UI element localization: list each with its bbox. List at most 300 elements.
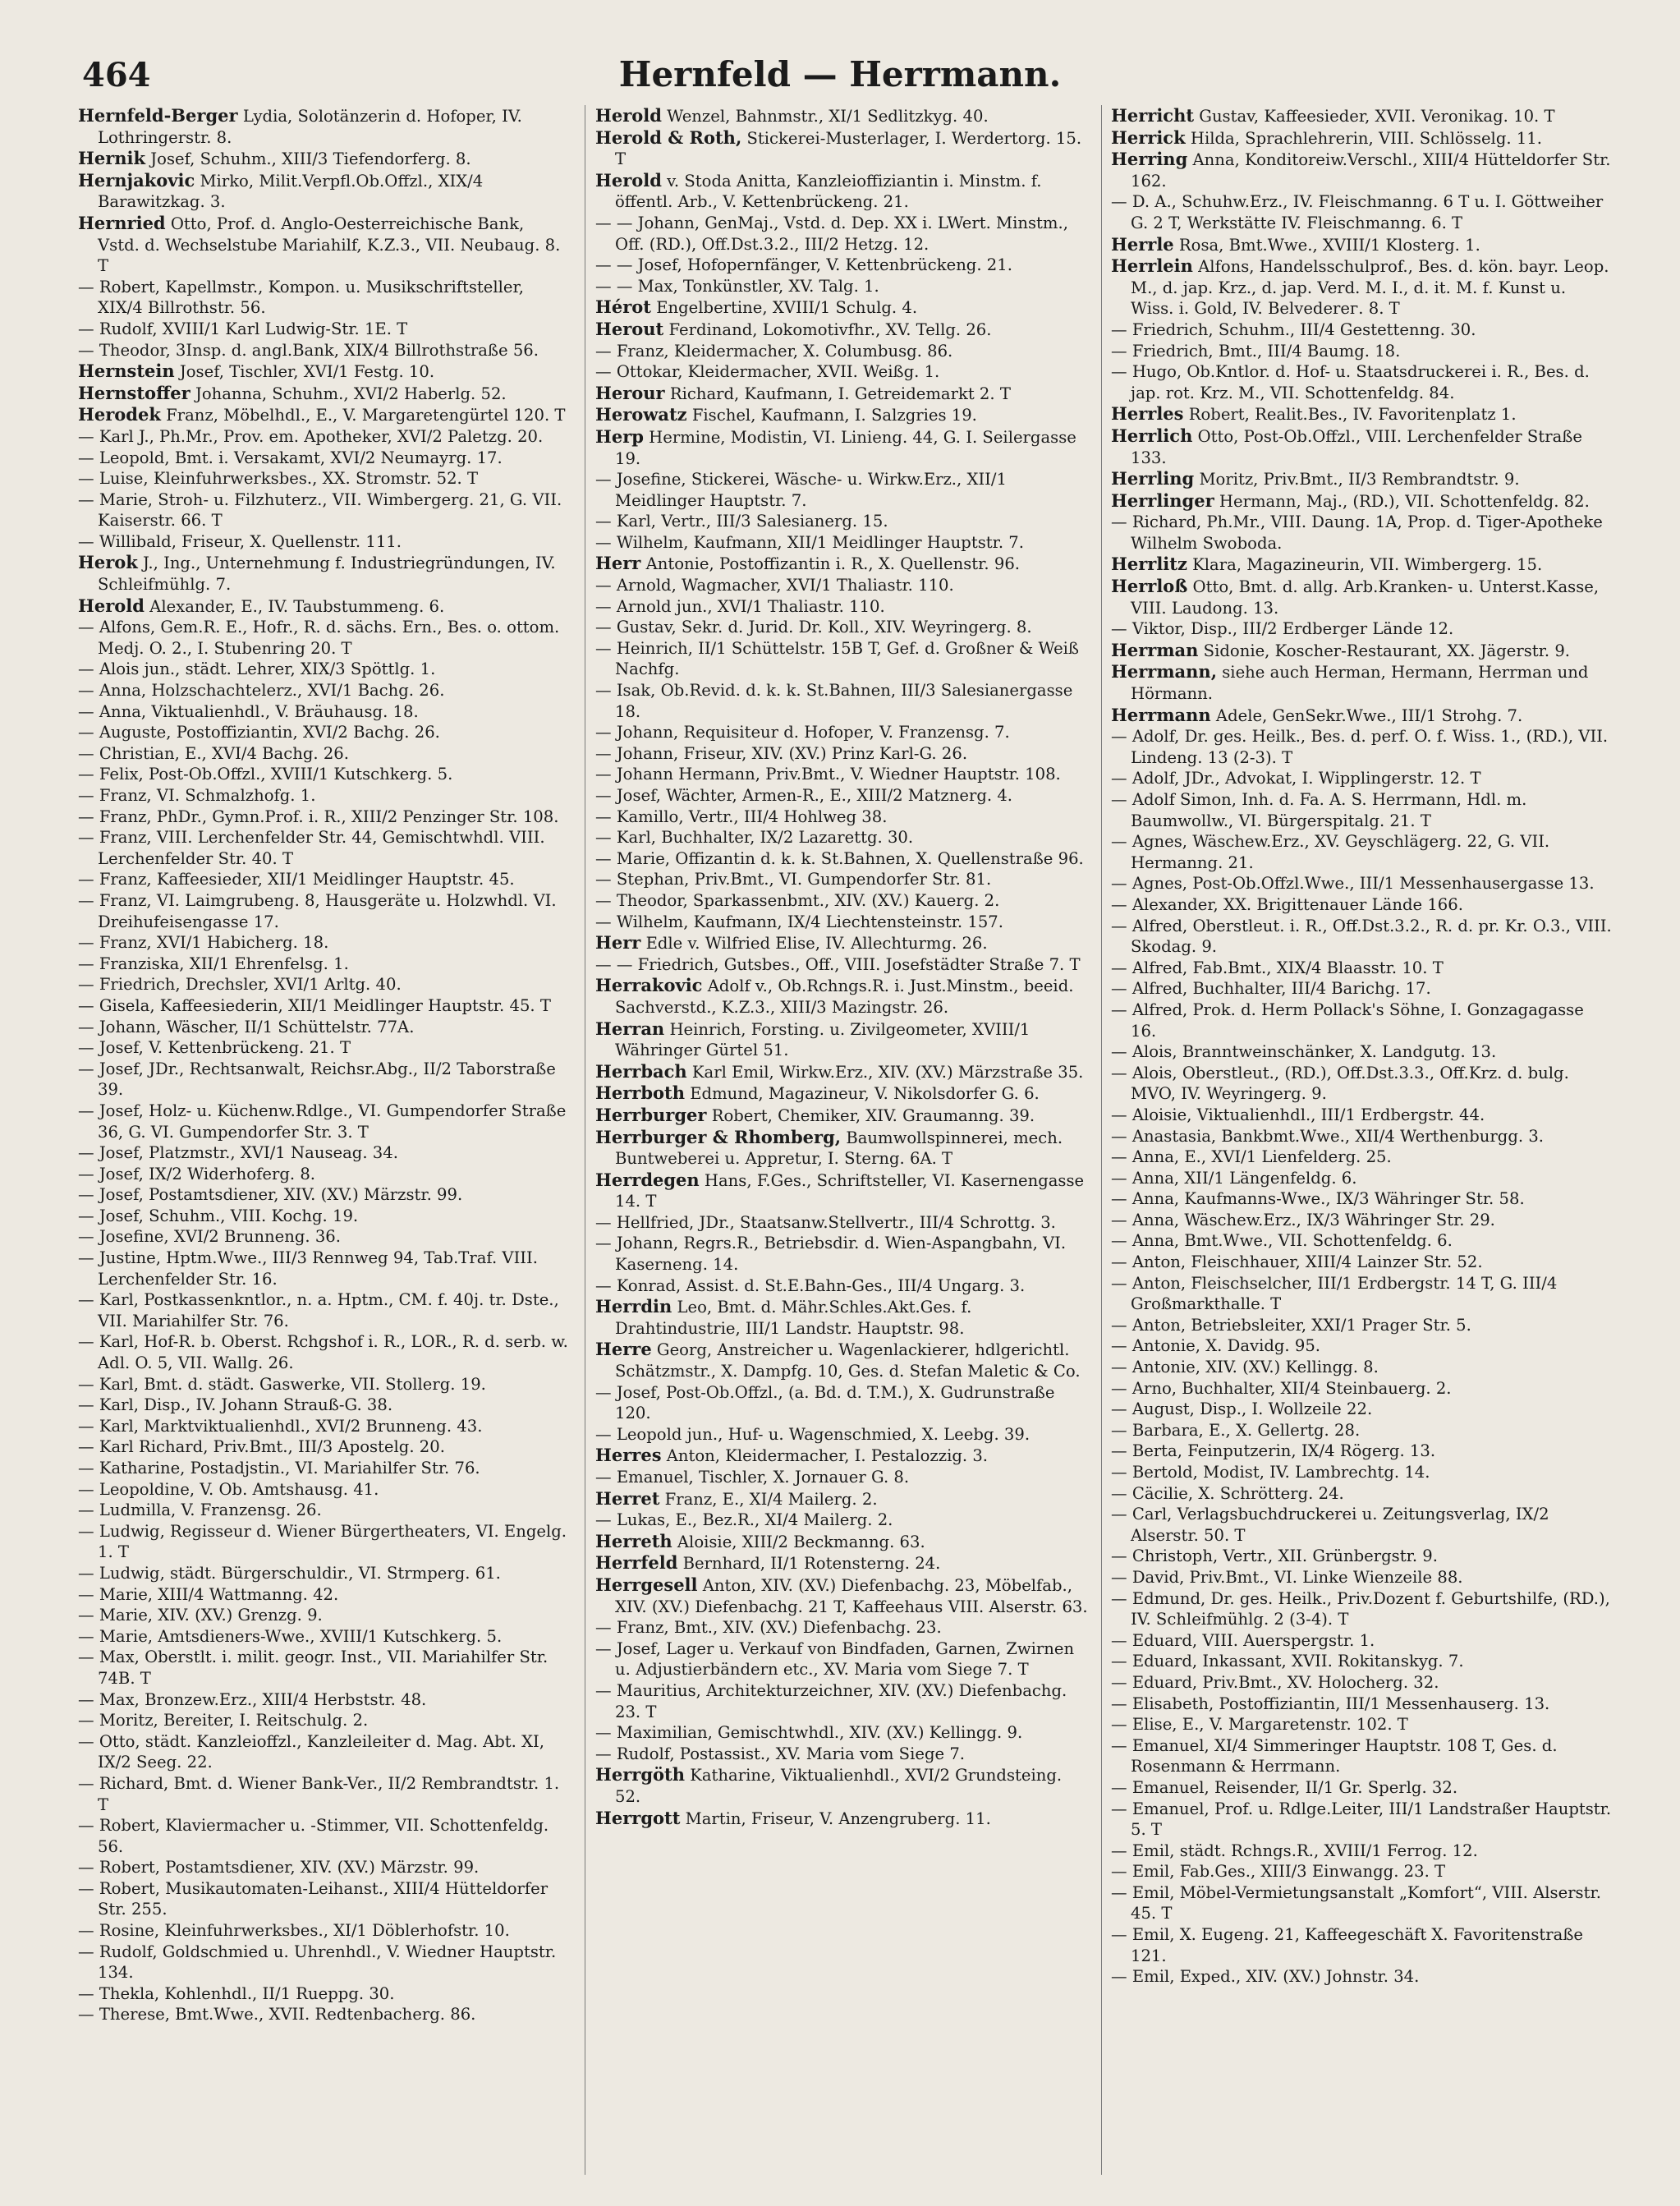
directory-entry [595, 1552, 1088, 1574]
entry-details: — Josef, JDr., Rechtsanwalt, Reichsr.Abg., II/2 Taborstraße 39. [78, 1059, 556, 1100]
directory-entry [595, 596, 1088, 618]
entry-details: — Emanuel, XI/4 Simmeringer Hauptstr. 108 T, Ges. d. Rosenmann & Herrmann. [1111, 1735, 1558, 1776]
entry-surname: Herrlich [1111, 425, 1193, 446]
entry-surname: Hernstoffer [78, 382, 190, 403]
directory-entry [1111, 1399, 1613, 1420]
entry-details: — Isak, Ob.Revid. d. k. k. St.Bahnen, III/3 Salesianergasse 18. [595, 681, 1073, 721]
entry-details: — — Max, Tonkünstler, XV. Talg. 1. [595, 276, 879, 296]
entry-details: — Josef, Schuhm., VIII. Kochg. 19. [78, 1206, 359, 1225]
entry-details: — Karl Richard, Priv.Bmt., III/3 Apostelg. 20. [78, 1437, 445, 1457]
entry-details: — Agnes, Post-Ob.Offzl.Wwe., III/1 Messenhausergasse 13. [1111, 874, 1595, 894]
directory-entry [595, 617, 1088, 638]
entry-details: — Franz, VIII. Lerchenfelder Str. 44, Gemischtwhdl. VIII. Lerchenfelder Str. 40. T [78, 828, 545, 868]
entry-details: — Leopold jun., Huf- u. Wagenschmied, X. Leebg. 39. [595, 1424, 1030, 1444]
directory-entry [595, 1212, 1088, 1234]
entry-details: — — Friedrich, Gutsbes., Off., VIII. Josefstädter Straße 7. T [595, 954, 1081, 974]
directory-entry [78, 1689, 571, 1711]
entry-details: — Johann, Requisiteur d. Hofoper, V. Franzensg. 7. [595, 723, 1010, 742]
entry-details: — Arnold jun., XVI/1 Thaliastr. 110. [595, 596, 885, 616]
entry-surname: Herrburger & Rhomberg, [595, 1126, 842, 1147]
entry-surname: Herrdin [595, 1296, 672, 1317]
entry-details: — Barbara, E., X. Gellertg. 28. [1111, 1420, 1361, 1440]
directory-entry [78, 105, 571, 148]
entry-details: — Marie, Stroh- u. Filzhuterz., VII. Wimbergerg. 21, G. VII. Kaiserstr. 66. T [78, 489, 562, 531]
entry-details: — Emil, städt. Rchngs.R., XVIII/1 Ferrog. 12. [1111, 1841, 1478, 1860]
entry-surname: Herrakovic [595, 975, 703, 996]
entry-details: siehe auch Herman, Hermann, Herrman und Hörmann. [1131, 663, 1589, 704]
directory-entry [595, 105, 1088, 127]
entry-details: Franz, Möbelhdl., E., V. Margaretengürtel 120. T [160, 406, 566, 425]
directory-entry [78, 1059, 571, 1101]
directory-entry [78, 1626, 571, 1648]
entry-details: — Alfred, Buchhalter, III/4 Barichg. 17. [1111, 979, 1431, 999]
directory-entry [1111, 1966, 1613, 1988]
directory-entry [595, 807, 1088, 828]
entry-details: — Franz, Kaffeesieder, XII/1 Meidlinger Hauptstr. 45. [78, 870, 515, 889]
entry-details: Robert, Chemiker, XIV. Graumanng. 39. [706, 1105, 1035, 1125]
entry-surname: Herricht [1111, 105, 1195, 126]
directory-entry [1111, 1462, 1613, 1483]
entry-details: — Josef, Lager u. Verkauf von Bindfaden, Garnen, Zwirnen u. Adjustierbändern etc., XV. Maria vom Siege 7. T [595, 1638, 1075, 1680]
directory-entry [1111, 1546, 1613, 1567]
entry-details: — Marie, Offizantin d. k. k. St.Bahnen, X. Quellenstraße 96. [595, 848, 1084, 868]
directory-entry [595, 1018, 1088, 1061]
entry-surname: Herrfeld [595, 1552, 678, 1574]
directory-entry [595, 1382, 1088, 1424]
directory-entry [595, 932, 1088, 954]
directory-entry [78, 1584, 571, 1606]
directory-entry [78, 340, 571, 361]
entry-details: — Franz, VI. Schmalzhofg. 1. [78, 786, 316, 805]
directory-entry [78, 1920, 571, 1942]
directory-entry [78, 1773, 571, 1815]
directory-column-1 [78, 105, 571, 2175]
entry-details: — Karl, Hof-R. b. Oberst. Rchgshof i. R., LOR., R. d. serb. w. Adl. O. 5, VII. Wallg. 26. [78, 1332, 568, 1373]
entry-details: Ferdinand, Lokomotivfhr., XV. Tellg. 26. [663, 319, 992, 339]
directory-entry [1111, 490, 1613, 512]
entry-details: — Marie, Amtsdieners-Wwe., XVIII/1 Kutschkerg. 5. [78, 1626, 503, 1646]
entry-details: — Leopoldine, V. Ob. Amtshausg. 41. [78, 1479, 379, 1499]
directory-entry [595, 1061, 1088, 1083]
entry-details: — Viktor, Disp., III/2 Erdberger Lände 12. [1111, 619, 1454, 639]
entry-details: — Friedrich, Schuhm., III/4 Gestettenng. 30. [1111, 319, 1476, 339]
directory-entry [1111, 1694, 1613, 1715]
directory-entry [595, 827, 1088, 848]
entry-details: — Gustav, Sekr. d. Jurid. Dr. Koll., XIV. Weyringerg. 8. [595, 618, 1032, 637]
directory-entry [595, 469, 1088, 511]
entry-details: — Lukas, E., Bez.R., XI/4 Mailerg. 2. [595, 1510, 893, 1530]
entry-details: — Christian, E., XVI/4 Bachg. 26. [78, 743, 349, 763]
entry-details: — Anna, Wäschew.Erz., IX/3 Währinger Str. 29. [1111, 1210, 1495, 1229]
entry-details: — Adolf, Dr. ges. Heilk., Bes. d. perf. O. f. Wiss. 1., (RD.), VII. Lindeng. 13 (2-3). T [1111, 727, 1609, 767]
directory-entry [78, 1479, 571, 1501]
directory-entry [1111, 916, 1613, 958]
directory-entry [78, 468, 571, 489]
entry-details: Leo, Bmt. d. Mähr.Schles.Akt.Ges. f. Drahtindustrie, III/1 Landstr. Hauptstr. 98. [615, 1298, 972, 1338]
entry-details: Rosa, Bmt.Wwe., XVIII/1 Klosterg. 1. [1173, 235, 1480, 255]
directory-entry [78, 1164, 571, 1185]
directory-entry [595, 1680, 1088, 1722]
entry-details: — Leopold, Bmt. i. Versakamt, XVI/2 Neumayrg. 17. [78, 448, 503, 467]
directory-entry [78, 2004, 571, 2025]
entry-details: — Anna, XII/1 Längenfeldg. 6. [1111, 1168, 1357, 1188]
entry-details: — Richard, Bmt. d. Wiener Bank-Ver., II/2 Rembrandtstr. 1. T [78, 1773, 560, 1814]
directory-entry [595, 404, 1088, 426]
directory-entry [78, 659, 571, 680]
entry-surname: Herrles [1111, 403, 1184, 425]
entry-details: — Bertold, Modist, IV. Lambrechtg. 14. [1111, 1463, 1430, 1482]
entry-surname: Hernjakovic [78, 169, 195, 191]
directory-entry [1111, 640, 1613, 662]
entry-details: Otto, Post-Ob.Offzl., VIII. Lerchenfelder Straße 133. [1131, 426, 1582, 467]
entry-surname: Herold [595, 105, 662, 126]
entry-details: — Robert, Klaviermacher u. -Stimmer, VII. Schottenfeldg. 56. [78, 1816, 549, 1856]
directory-entry [78, 1206, 571, 1227]
entry-details: — Hellfried, JDr., Staatsanw.Stellvertr., III/4 Schrottg. 3. [595, 1212, 1056, 1232]
entry-surname: Herrgöth [595, 1764, 685, 1785]
entry-details: Hans, F.Ges., Schriftsteller, VI. Kasernengasse 14. T [615, 1170, 1085, 1211]
entry-details: Anton, Kleidermacher, I. Pestalozzig. 3. [661, 1446, 989, 1466]
entry-details: Adolf v., Ob.Rchngs.R. i. Just.Minstm., beeid. Sachverstd., K.Z.3., XIII/3 Mazingstr. 26. [615, 977, 1074, 1017]
directory-entry [1111, 403, 1613, 425]
directory-entry [78, 932, 571, 954]
directory-entry [1111, 1210, 1613, 1231]
entry-details: — Max, Oberstlt. i. milit. geogr. Inst., VII. Mariahilfer Str. 74B. T [78, 1648, 549, 1688]
entry-surname: Hernried [78, 212, 166, 233]
entry-surname: Herran [595, 1018, 665, 1039]
directory-entry [1111, 361, 1613, 403]
entry-details: — Moritz, Bereiter, I. Reitschulg. 2. [78, 1711, 369, 1730]
entry-details: — Adolf Simon, Inh. d. Fa. A. S. Herrmann, Hdl. m. Baumwollw., VI. Bürgerspitalg. 21. T [1111, 790, 1527, 830]
directory-entry [595, 361, 1088, 383]
entry-details: — David, Priv.Bmt., VI. Linke Wienzeile 88. [1111, 1567, 1463, 1587]
directory-entry [78, 1101, 571, 1142]
entry-details: — Karl, Vertr., III/3 Salesianerg. 15. [595, 512, 888, 531]
directory-entry [78, 1857, 571, 1878]
directory-entry [78, 404, 571, 426]
entry-details: — Alexander, XX. Brigittenauer Lände 166. [1111, 894, 1463, 914]
entry-details: Baumwollspinnerei, mech. Buntweberei u. Appretur, I. Sterng. 6A. T [615, 1128, 1063, 1169]
directory-entry [595, 319, 1088, 341]
directory-entry [595, 743, 1088, 765]
entry-details: — Johann, Regrs.R., Betriebsdir. d. Wien-Aspangbahn, VI. Kaserneng. 14. [595, 1234, 1067, 1275]
entry-details: — Karl, Marktviktualienhdl., XVI/2 Brunneng. 43. [78, 1416, 483, 1436]
directory-entry [595, 1445, 1088, 1467]
directory-entry [1111, 1841, 1613, 1862]
entry-details: Edmund, Magazineur, V. Nikolsdorfer G. 6. [685, 1084, 1040, 1104]
directory-entry [595, 341, 1088, 362]
entry-details: — Alfred, Fab.Bmt., XIX/4 Blaasstr. 10. T [1111, 958, 1444, 977]
entry-details: — Justine, Hptm.Wwe., III/3 Rennweg 94, Tab.Traf. VIII. Lerchenfelder Str. 16. [78, 1248, 539, 1289]
entry-details: — Johann, Friseur, XIV. (XV.) Prinz Karl-G. 26. [595, 743, 968, 763]
directory-entry [1111, 1567, 1613, 1588]
directory-entry [78, 213, 571, 277]
entry-details: Fischel, Kaufmann, I. Salzgries 19. [686, 406, 977, 425]
entry-details: — Anna, Bmt.Wwe., VII. Schottenfeldg. 6. [1111, 1231, 1453, 1251]
entry-surname: Herrmann [1111, 704, 1211, 725]
directory-entry [1111, 1188, 1613, 1210]
directory-column-3 [1111, 105, 1613, 2175]
directory-entry [78, 595, 571, 618]
entry-details: — Otto, städt. Kanzleioffzl., Kanzleileiter d. Mag. Abt. XI, IX/2 Seeg. 22. [78, 1731, 545, 1772]
entry-details: — Max, Bronzew.Erz., XIII/4 Herbststr. 48. [78, 1689, 427, 1709]
directory-entry [595, 848, 1088, 870]
directory-entry [595, 890, 1088, 912]
directory-entry [595, 638, 1088, 680]
entry-details: Anna, Konditoreiw.Verschl., XIII/4 Hütteldorfer Str. 162. [1131, 150, 1611, 191]
entry-surname: Herrloß [1111, 576, 1188, 597]
entry-details: — Wilhelm, Kaufmann, XII/1 Meidlinger Hauptstr. 7. [595, 532, 1024, 552]
entry-details: — Alfred, Prok. d. Herm Pollack's Söhne, I. Gonzagagasse 16. [1111, 1000, 1584, 1041]
entry-details: — Antonie, X. Davidg. 95. [1111, 1336, 1321, 1356]
directory-column-2 [595, 105, 1088, 2175]
entry-details: — Katharine, Postadjstin., VI. Mariahilfer Str. 76. [78, 1459, 480, 1478]
directory-entry [1111, 1735, 1613, 1777]
directory-entry [1111, 554, 1613, 576]
directory-entry [595, 1170, 1088, 1212]
directory-entry [78, 1436, 571, 1458]
directory-entry [1111, 1630, 1613, 1652]
directory-entry [78, 617, 571, 659]
entry-details: Johanna, Schuhm., XVI/2 Haberlg. 52. [190, 384, 507, 403]
directory-entry [595, 764, 1088, 785]
entry-details: — Christoph, Vertr., XII. Grünbergstr. 9. [1111, 1546, 1438, 1566]
directory-entry [78, 1731, 571, 1773]
entry-surname: Hernfeld-Berger [78, 105, 238, 126]
entry-details: — Franz, Bmt., XIV. (XV.) Diefenbachg. 23. [595, 1618, 942, 1638]
entry-details: — Berta, Feinputzerin, IX/4 Rögerg. 13. [1111, 1441, 1436, 1461]
entry-details: — Mauritius, Architekturzeichner, XIV. (XV.) Diefenbachg. 23. T [595, 1680, 1067, 1721]
directory-entry [1111, 705, 1613, 727]
directory-entry [78, 743, 571, 765]
entry-details: — Karl, Postkassenkntlor., n. a. Hptm., CM. f. 40j. tr. Dste., VII. Mariahilfer Str. 76. [78, 1290, 559, 1330]
directory-entry [1111, 1315, 1613, 1336]
entry-surname: Herres [595, 1445, 662, 1466]
entry-details: — Johann Hermann, Priv.Bmt., V. Wiedner Hauptstr. 108. [595, 765, 1061, 784]
entry-details: Klara, Magazineurin, VII. Wimbergerg. 15. [1187, 555, 1543, 575]
directory-entry [78, 1878, 571, 1920]
directory-entry [595, 1488, 1088, 1510]
directory-entry [595, 912, 1088, 933]
entry-details: — Franz, Kleidermacher, X. Columbusg. 86. [595, 341, 953, 361]
entry-details: — Robert, Postamtsdiener, XIV. (XV.) Märzstr. 99. [78, 1858, 480, 1877]
entry-details: — Arnold, Wagmacher, XVI/1 Thaliastr. 110. [595, 576, 954, 595]
entry-details: Hilda, Sprachlehrerin, VIII. Schlösselg. 11. [1185, 128, 1542, 148]
directory-entry [595, 127, 1088, 170]
entry-details: Hermine, Modistin, VI. Linieng. 44, G. I. Seilergasse 19. [615, 427, 1076, 468]
directory-entry [78, 277, 571, 319]
directory-entry [1111, 1041, 1613, 1063]
entry-details: J., Ing., Unternehmung f. Industriegründungen, IV. Schleifmühlg. 7. [98, 554, 556, 595]
directory-entry [1111, 255, 1613, 319]
entry-details: Katharine, Viktualienhdl., XVI/2 Grundsteing. 52. [615, 1766, 1063, 1806]
directory-entry [595, 722, 1088, 743]
entry-details: Lydia, Solotänzerin d. Hofoper, IV. Lothringerstr. 8. [98, 107, 522, 147]
directory-entry [1111, 468, 1613, 490]
directory-entry [78, 764, 571, 785]
directory-entry [78, 680, 571, 701]
directory-entry [1111, 512, 1613, 554]
directory-entry [78, 1647, 571, 1689]
entry-details: — Alfons, Gem.R. E., Hofr., R. d. sächs. Ern., Bes. o. ottom. Medj. O. 2., I. Stubenring 20. T [78, 618, 560, 658]
entry-details: — Karl, Disp., IV. Johann Strauß-G. 38. [78, 1395, 393, 1415]
entry-details: — Kamillo, Vertr., III/4 Hohlweg 38. [595, 807, 888, 826]
entry-details: — Edmund, Dr. ges. Heilk., Priv.Dozent f. Geburtshilfe, (RD.), IV. Schleifmühlg. 2 (3-4). T [1111, 1588, 1610, 1629]
entry-details: — Emil, Fab.Ges., XIII/3 Einwangg. 23. T [1111, 1862, 1446, 1882]
directory-entry [595, 532, 1088, 554]
entry-details: — Anna, Kaufmanns-Wwe., IX/3 Währinger Str. 58. [1111, 1189, 1525, 1209]
entry-details: — Josefine, Stickerei, Wäsche- u. Wirkw.Erz., XII/1 Meidlinger Hauptstr. 7. [595, 470, 1007, 510]
column-divider [1101, 105, 1102, 2175]
entry-surname: Herrbach [595, 1060, 687, 1082]
directory-entry [595, 975, 1088, 1018]
directory-entry [595, 1764, 1088, 1807]
entry-details: — Anastasia, Bankbmt.Wwe., XII/4 Werthenburgg. 3. [1111, 1126, 1545, 1146]
directory-entry [78, 1942, 571, 1983]
entry-surname: Herrlein [1111, 255, 1193, 277]
entry-details: — Maximilian, Gemischtwhdl., XIV. (XV.) Kellingg. 9. [595, 1723, 1023, 1743]
entry-details: Otto, Prof. d. Anglo-Oesterreichische Bank, Vstd. d. Wechselstube Mariahilf, K.Z.3., VII. Neubaug. 8. T [98, 214, 561, 276]
directory-entry [1111, 873, 1613, 894]
directory-entry [1111, 768, 1613, 789]
entry-details: — Josef, IX/2 Widerhoferg. 8. [78, 1164, 316, 1183]
entry-details: — Josef, Holz- u. Küchenw.Rdlge., VI. Gumpendorfer Straße 36, G. VI. Gumpendorfer Str. 3. T [78, 1101, 567, 1142]
directory-entry [595, 255, 1088, 276]
directory-entry [595, 785, 1088, 807]
entry-details: — Anna, E., XVI/1 Lienfelderg. 25. [1111, 1147, 1392, 1167]
directory-entry [78, 1374, 571, 1395]
entry-details: Hermann, Maj., (RD.), VII. Schottenfeldg. 82. [1214, 491, 1590, 511]
directory-entry [1111, 726, 1613, 768]
directory-entry [78, 701, 571, 723]
directory-entry [78, 1710, 571, 1731]
directory-entry [595, 1617, 1088, 1638]
entry-details: Martin, Friseur, V. Anzengruberg. 11. [680, 1808, 991, 1828]
entry-details: Richard, Kaufmann, I. Getreidemarkt 2. T [664, 384, 1011, 403]
entry-details: — Rudolf, Postassist., XV. Maria vom Siege 7. [595, 1744, 966, 1763]
entry-details: — Franz, PhDr., Gymn.Prof. i. R., XIII/2 Penzinger Str. 108. [78, 807, 559, 826]
directory-entry [1111, 894, 1613, 916]
entry-details: — Anna, Viktualienhdl., V. Bräuhausg. 18. [78, 701, 419, 721]
entry-surname: Herret [595, 1487, 660, 1509]
entry-details: — Johann, Wäscher, II/1 Schüttelstr. 77A. [78, 1017, 415, 1036]
entry-details: — Heinrich, II/1 Schüttelstr. 15B T, Gef. d. Großner & Weiß Nachfg. [595, 638, 1080, 679]
directory-entry [78, 890, 571, 932]
directory-entry [1111, 661, 1613, 704]
entry-details: — Theodor, 3Insp. d. angl.Bank, XIX/4 Billrothstraße 56. [78, 340, 539, 360]
directory-entry [78, 807, 571, 828]
directory-entry [595, 213, 1088, 255]
entry-surname: Herr [595, 932, 641, 954]
entry-details: — Richard, Ph.Mr., VIII. Daung. 1A, Prop. d. Tiger-Apotheke Wilhelm Swoboda. [1111, 512, 1603, 553]
directory-entry [78, 1395, 571, 1416]
entry-details: Robert, Realit.Bes., IV. Favoritenplatz 1. [1183, 405, 1517, 425]
entry-details: — Antonie, XIV. (XV.) Kellingg. 8. [1111, 1358, 1379, 1377]
entry-details: Gustav, Kaffeesieder, XVII. Veronikag. 10. T [1194, 107, 1555, 126]
directory-entry [1111, 1126, 1613, 1147]
entry-details: Sidonie, Koscher-Restaurant, XX. Jägerstr. 9. [1198, 641, 1571, 660]
directory-entry [595, 1638, 1088, 1680]
directory-entry [595, 1082, 1088, 1105]
directory-entry [1111, 319, 1613, 341]
entry-surname: Herold [78, 595, 145, 616]
directory-entry [1111, 234, 1613, 256]
entry-details: — Robert, Musikautomaten-Leihanst., XIII/4 Hütteldorfer Str. 255. [78, 1878, 549, 1919]
entry-details: — Josef, Platzmstr., XVI/1 Nauseag. 34. [78, 1143, 398, 1163]
entry-details: — Emil, X. Eugeng. 21, Kaffeegeschäft X. Favoritenstraße 121. [1111, 1925, 1584, 1965]
directory-entry [1111, 1420, 1613, 1441]
entry-details: — Agnes, Wäschew.Erz., XV. Geyschlägerg. 22, G. VII. Hermanng. 21. [1111, 832, 1550, 872]
directory-entry [1111, 1000, 1613, 1041]
directory-entry [78, 1248, 571, 1289]
entry-details: Alfons, Handelsschulprof., Bes. d. kön. bayr. Leop. M., d. jap. Krz., d. jap. Verd. M. I., d. it. M. f. Kunst u. Wiss. i. Gold, IV. Belvederег. 8. T [1131, 257, 1609, 319]
entry-surname: Herrick [1111, 126, 1186, 148]
entry-details: — Elisabeth, Postoffiziantin, III/1 Messenhauserg. 13. [1111, 1694, 1550, 1713]
directory-entry [78, 531, 571, 553]
directory-entry [1111, 1335, 1613, 1357]
entry-details: Aloisie, XIII/2 Beckmanng. 63. [672, 1532, 925, 1551]
entry-details: — Adolf, JDr., Advokat, I. Wipplingerstr. 12. T [1111, 769, 1481, 788]
entry-surname: Herour [595, 382, 665, 403]
entry-details: — Ludwig, Regisseur d. Wiener Bürgertheaters, VI. Engelg. 1. T [78, 1521, 567, 1562]
directory-entry [78, 1563, 571, 1584]
directory-entry [1111, 1504, 1613, 1546]
directory-entry [595, 1574, 1088, 1617]
entry-details: — Anna, Holzschachtelerz., XVI/1 Bachg. 26. [78, 681, 445, 701]
entry-surname: Herrle [1111, 233, 1174, 255]
entry-details: — Therese, Bmt.Wwe., XVII. Redtenbacherg. 86. [78, 2005, 476, 2024]
directory-entry [78, 319, 571, 340]
entry-details: — Arno, Buchhalter, XII/4 Steinbauerg. 2. [1111, 1378, 1452, 1398]
directory-entry [595, 1424, 1088, 1445]
entry-details: Moritz, Priv.Bmt., II/3 Rembrandtstr. 9. [1194, 470, 1520, 489]
entry-details: — Felix, Post-Ob.Offzl., XVIII/1 Kutschkerg. 5. [78, 765, 453, 784]
directory-entry [595, 1275, 1088, 1297]
entry-details: — Auguste, Postoffiziantin, XVI/2 Bachg. 26. [78, 723, 440, 742]
entry-details: — Friedrich, Bmt., III/4 Baumg. 18. [1111, 341, 1401, 361]
directory-entry [1111, 1924, 1613, 1966]
directory-entry [78, 785, 571, 807]
entry-details: — Alois, Branntweinschänker, X. Landgutg. 13. [1111, 1042, 1497, 1062]
directory-entry [595, 426, 1088, 469]
entry-details: — Josefine, XVI/2 Brunneng. 36. [78, 1227, 341, 1247]
directory-entry [78, 1815, 571, 1857]
entry-details: Josef, Schuhm., XIII/3 Tiefendorferg. 8. [145, 149, 471, 169]
directory-entry [78, 361, 571, 383]
entry-details: — Carl, Verlagsbuchdruckerei u. Zeitungsverlag, IX/2 Alserstr. 50. T [1111, 1505, 1549, 1545]
directory-entry [1111, 105, 1613, 127]
directory-entry [78, 1226, 571, 1248]
page-number: 464 [82, 56, 151, 94]
entry-details: — Josef, Post-Ob.Offzl., (a. Bd. d. T.M.), X. Gudrunstraße 120. [595, 1382, 1055, 1423]
directory-entry [78, 448, 571, 469]
directory-entry [1111, 1777, 1613, 1799]
entry-surname: Herowatz [595, 404, 687, 425]
entry-details: — — Johann, GenMaj., Vstd. d. Dep. XX i. LWert. Minstm., Off. (RD.), Off.Dst.3.2., III/2 Hetzg. 12. [595, 213, 1068, 254]
directory-entry [595, 575, 1088, 596]
directory-entry [595, 869, 1088, 890]
entry-details: — Josef, Wächter, Armen-R., E., XIII/2 Matznerg. 4. [595, 786, 1013, 805]
directory-entry [1111, 978, 1613, 1000]
entry-surname: Herre [595, 1339, 652, 1360]
directory-entry [78, 383, 571, 405]
directory-entry [595, 296, 1088, 319]
directory-entry [1111, 1441, 1613, 1462]
entry-surname: Herrgott [595, 1807, 681, 1828]
entry-details: — Eduard, VIII. Auerspergstr. 1. [1111, 1630, 1375, 1650]
directory-entry [595, 954, 1088, 976]
entry-details: — Ludwig, städt. Bürgerschuldir., VI. Strmperg. 61. [78, 1563, 501, 1583]
